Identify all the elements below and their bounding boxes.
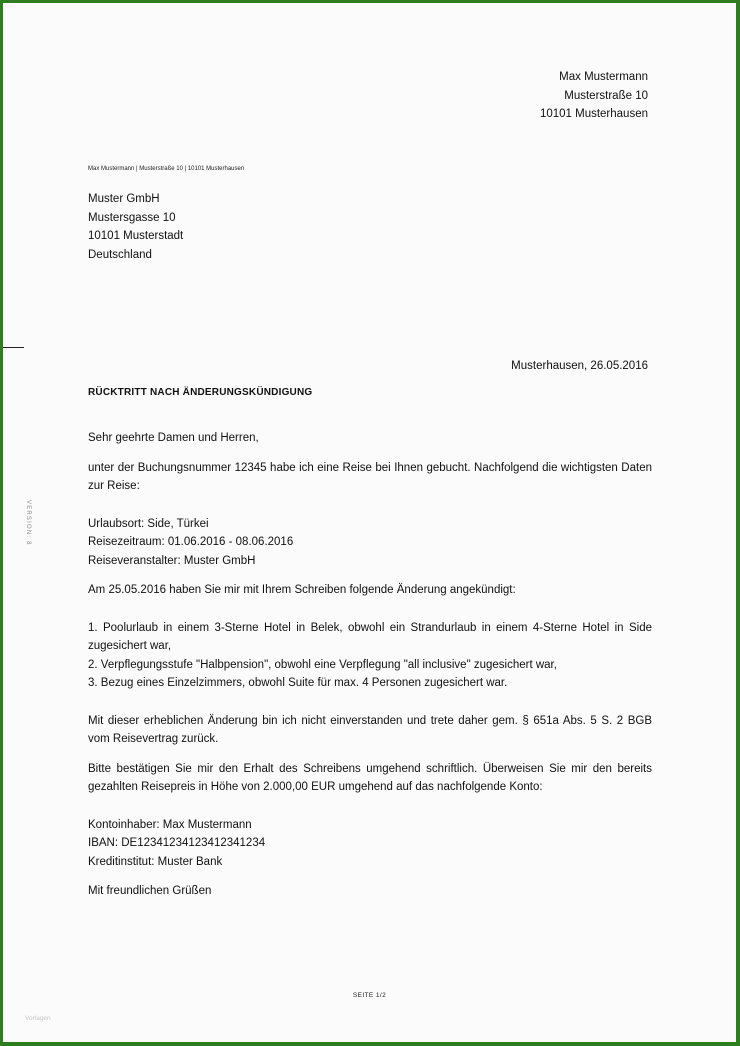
sender-address (540, 68, 648, 124)
closing: Mit freundlichen Grüßen (88, 885, 212, 897)
fold-mark (3, 347, 24, 348)
recipient-country: Deutschland (88, 248, 152, 261)
change-item-2: 2. Verpflegungsstufe "Halbpension", obwohl eine Verpflegung "all inclusive" zugesichert war, (88, 658, 557, 671)
change-item-1: 1. Poolurlaub in einem 3-Sterne Hotel in Belek, obwohl ein Strandurlaub in einem 4-Sterne Hotel in Side zugesichert war, (88, 621, 652, 652)
trip-period: Reisezeitraum: 01.06.2016 - 08.06.2016 (88, 536, 294, 548)
sender-street: Musterstraße 10 (564, 89, 648, 102)
recipient-city: 10101 Musterstadt (88, 230, 184, 242)
intro-paragraph: unter der Buchungsnummer 12345 habe ich eine Reise bei Ihnen gebucht. Nachfolgend die wichtigsten Daten zur Reise: (88, 461, 652, 492)
letter-date: Musterhausen, 26.05.2016 (511, 360, 648, 372)
account-holder: Kontoinhaber: Max Mustermann (88, 818, 252, 831)
sender-name: Max Mustermann (559, 71, 648, 83)
change-item-3: 3. Bezug eines Einzelzimmers, obwohl Suite für max. 4 Personen zugesichert war. (88, 677, 508, 689)
recipient-address (88, 190, 183, 264)
recipient-company: Muster GmbH (88, 193, 160, 205)
account-iban: IBAN: DE12341234123412341234 (88, 837, 266, 849)
trip-location: Urlaubsort: Side, Türkei (88, 517, 209, 530)
sender-city: 10101 Musterhausen (539, 108, 648, 120)
withdrawal-paragraph: Mit dieser erheblichen Änderung bin ich nicht einverstanden und trete daher gem. § 651a Abs. 5 S. 2 BGB vom Reisevertrag zurück. (88, 714, 652, 745)
version-label: VERSION: 8 (25, 500, 31, 546)
letter-page (3, 3, 736, 1042)
page-number: SEITE 1/2 (352, 992, 387, 999)
request-paragraph: Bitte bestätigen Sie mir den Erhalt des Schreibens umgehend schriftlich. Überweisen Sie mir den bereits gezahlten Reisepreis in Höhe von 2.000,00 EUR umgehend auf das nachfolgende Konto: (88, 762, 652, 793)
letter-subject: RÜCKTRITT NACH ÄNDERUNGSKÜNDIGUNG (88, 387, 313, 398)
changes-intro: Am 25.05.2016 haben Sie mir mit Ihrem Schreiben folgende Änderung angekündigt: (88, 584, 516, 596)
letter-body (88, 429, 652, 901)
watermark: Vorlagen (25, 1015, 51, 1022)
account-bank: Kreditinstitut: Muster Bank (88, 855, 223, 868)
salutation: Sehr geehrte Damen und Herren, (88, 432, 259, 444)
recipient-street: Mustersgasse 10 (88, 211, 176, 224)
return-address-line: Max Mustermann | Musterstraße 10 | 10101 Musterhausen (88, 166, 245, 172)
trip-organizer: Reiseveranstalter: Muster GmbH (88, 554, 256, 567)
